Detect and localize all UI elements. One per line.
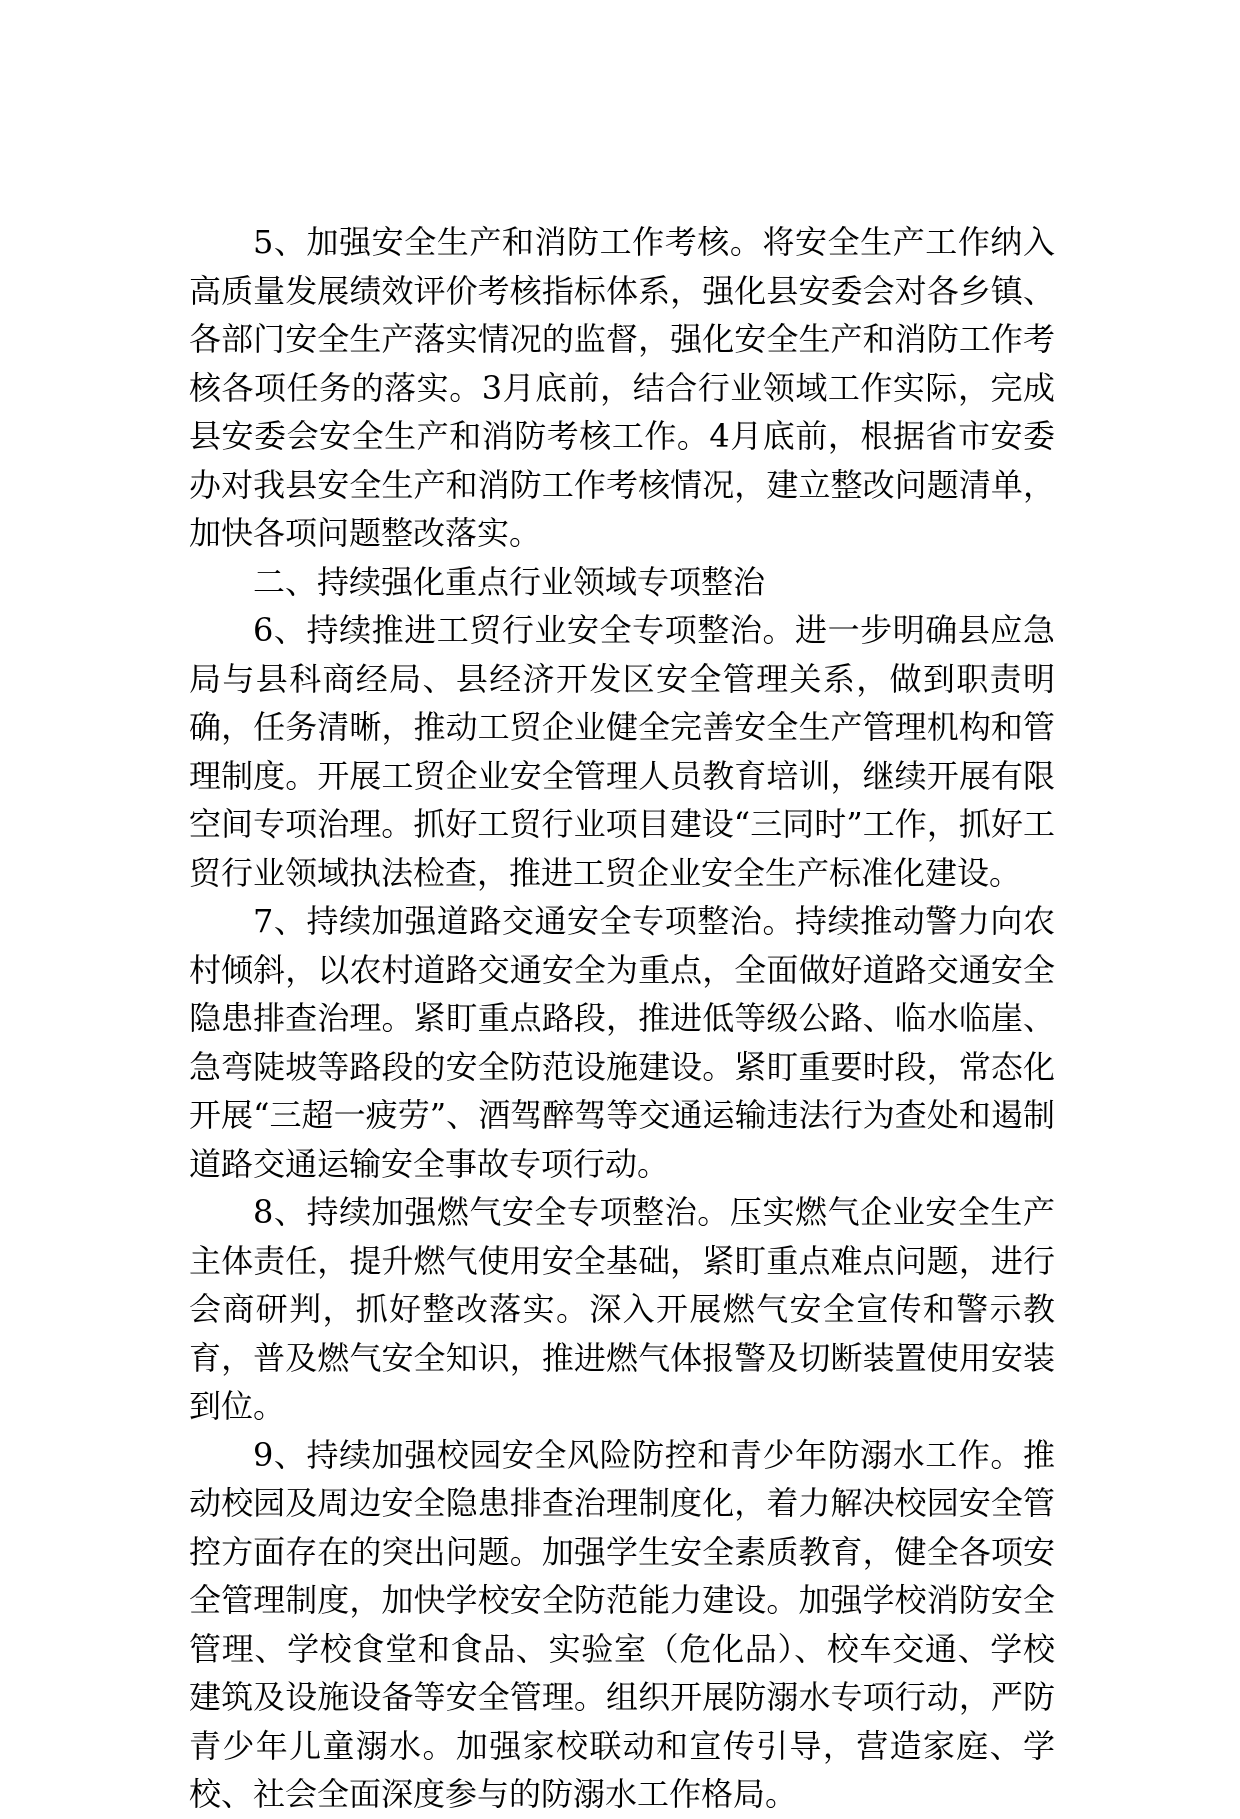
paragraph-item-7: 7、持续加强道路交通安全专项整治。持续推动警力向农村倾斜，以农村道路交通安全为重点，全面做好道路交通安全隐患排查治理。紧盯重点路段，推进低等级公路、临水临崖、急弯陡坡等路段的安全防范设施建设。紧盯重要时段，常态化开展“三超一疲劳”、酒驾醉驾等交通运输违法行为查处和遏制道路交通运输安全事故专项行动。 xyxy=(189,902,1055,1183)
section-heading-2: 二、持续强化重点行业领域专项整治 xyxy=(253,562,766,601)
paragraph-item-6: 6、持续推进工贸行业安全专项整治。进一步明确县应急局与县科商经局、县经济开发区安全管理关系，做到职责明确，任务清晰，推动工贸企业健全完善安全生产管理机构和管理制度。开展工贸企业安全管理人员教育培训，继续开展有限空间专项治理。抓好工贸行业项目建设“三同时”工作，抓好工贸行业领域执法检查，推进工贸企业安全生产标准化建设。 xyxy=(189,611,1055,892)
paragraph-item-9: 9、持续加强校园安全风险防控和青少年防溺水工作。推动校园及周边安全隐患排查治理制度化，着力解决校园安全管控方面存在的突出问题。加强学生安全素质教育，健全各项安全管理制度，加快学校安全防范能力建设。加强学校消防安全管理、学校食堂和食品、实验室（危化品）、校车交通、学校建筑及设施设备等安全管理。组织开展防溺水专项行动，严防青少年儿童溺水。加强家校联动和宣传引导，营造家庭、学校、社会全面深度参与的防溺水工作格局。 xyxy=(189,1435,1055,1813)
document-body xyxy=(189,218,1055,1819)
paragraph-item-8: 8、持续加强燃气安全专项整治。压实燃气企业安全生产主体责任，提升燃气使用安全基础，紧盯重点难点问题，进行会商研判，抓好整改落实。深入开展燃气安全宣传和警示教育，普及燃气安全知识，推进燃气体报警及切断装置使用安装到位。 xyxy=(189,1193,1055,1425)
paragraph-item-5: 5、加强安全生产和消防工作考核。将安全生产工作纳入高质量发展绩效评价考核指标体系，强化县安委会对各乡镇、各部门安全生产落实情况的监督，强化安全生产和消防工作考核各项任务的落实。3月底前，结合行业领域工作实际，完成县安委会安全生产和消防考核工作。4月底前，根据省市安委办对我县安全生产和消防工作考核情况，建立整改问题清单，加快各项问题整改落实。 xyxy=(189,223,1055,552)
